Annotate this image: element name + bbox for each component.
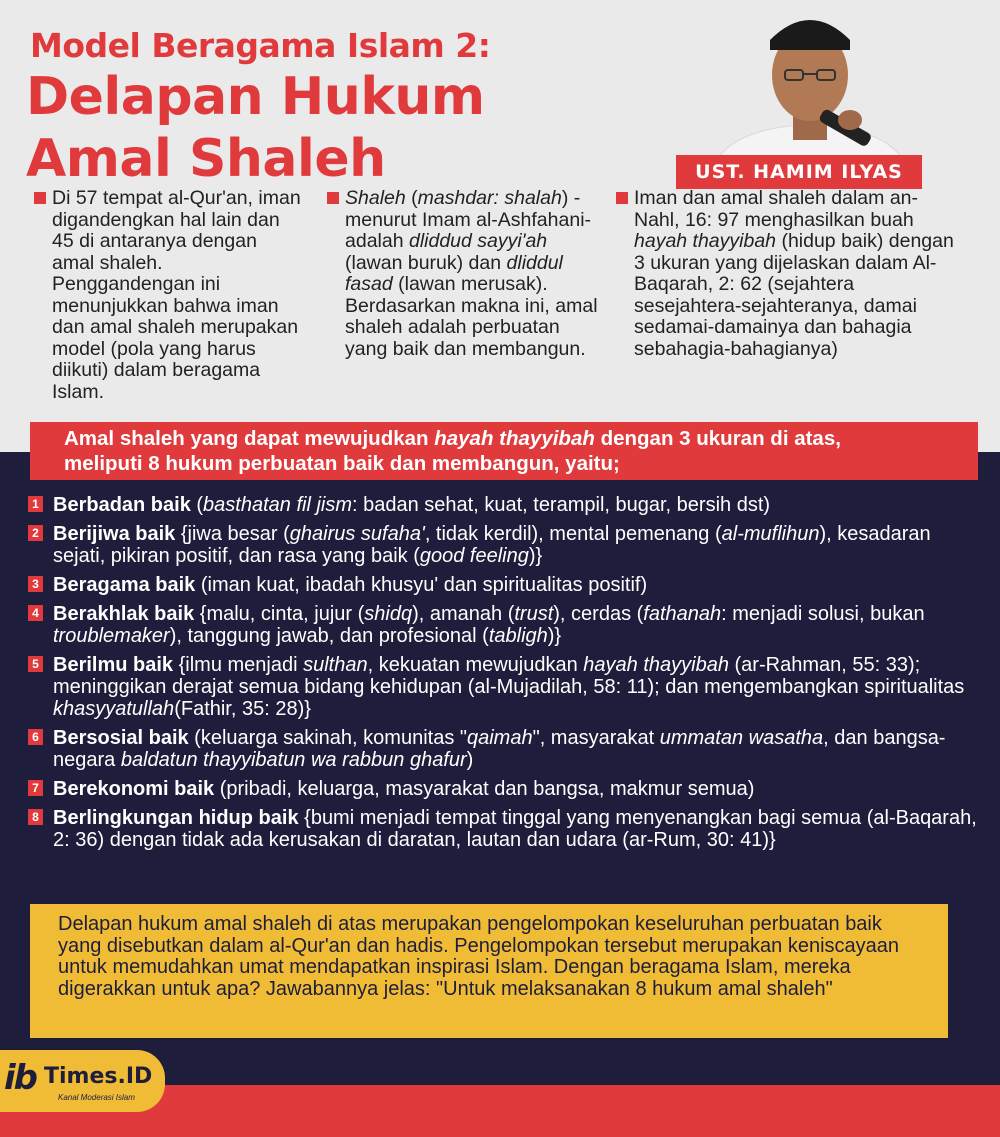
law-term: baldatun thayyibatun wa rabbun ghafur: [120, 749, 467, 771]
column-term: hayah thayyibah: [634, 230, 777, 252]
law-number-badge: 7: [28, 780, 43, 796]
law-item: [28, 807, 978, 851]
law-term: troublemaker: [53, 625, 170, 647]
intro-column-3: [634, 188, 954, 360]
law-term: hayah thayyibah: [583, 654, 729, 676]
column-term: dliddul fasad: [345, 251, 563, 295]
law-text: ), amanah (: [412, 603, 515, 625]
law-text: ), cerdas (: [553, 603, 644, 625]
law-text: , tidak kerdil), mental pemenang (: [424, 523, 722, 545]
law-title: Berekonomi baik: [53, 778, 215, 800]
law-text: )}: [547, 625, 562, 647]
law-text: (Fathir, 35: 28)}: [174, 698, 311, 720]
intro-column-1: [52, 188, 302, 403]
law-term: sulthan: [303, 654, 368, 676]
law-text: : badan sehat, kuat, terampil, bugar, bersih dst): [352, 494, 771, 516]
law-text: ): [466, 749, 474, 771]
law-text: ), kesadaran sejati, pikiran positif, dan rasa yang baik (: [53, 523, 931, 567]
column-text: (lawan merusak). Berdasarkan makna ini, amal shaleh adalah perbuatan yang baik dan membangun.: [345, 273, 598, 360]
law-item: [28, 494, 978, 516]
law-item: [28, 778, 978, 800]
law-number-badge: 1: [28, 496, 43, 512]
banner-text: Amal shaleh yang dapat mewujudkan: [64, 427, 435, 450]
law-text: ), tanggung jawab, dan profesional (: [169, 625, 489, 647]
column-text: Di 57 tempat al-Qur'an, iman digandengkan hal lain dan 45 di antaranya dengan amal shaleh. Penggandengan ini menunjukkan bahwa iman dan amal shaleh merupakan model (pola yang harus diikuti) dalam beragama Islam.: [52, 187, 301, 403]
intro-column-2: [345, 188, 605, 360]
banner-term: hayah thayyibah: [434, 427, 595, 450]
column-term: dliddud sayyi'ah: [408, 230, 548, 252]
law-title: Berbadan baik: [53, 494, 191, 516]
logo-tagline: Kanal Moderasi Islam: [58, 1093, 135, 1102]
title-main: [26, 66, 485, 190]
column-term: Shaleh: [345, 187, 406, 209]
law-text: (iman kuat, ibadah khusyu' dan spiritualitas positif): [195, 574, 648, 596]
law-term: ummatan wasatha: [659, 727, 824, 749]
law-item: [28, 727, 978, 771]
column-text: ) -menurut Imam al-Ashfahani- adalah: [345, 187, 592, 252]
column-text: (: [405, 187, 418, 209]
law-text: {bumi menjadi tempat tinggal yang menyenangkan bagi semua (al-Baqarah, 2: 36) dengan tidak ada kerusakan di daratan, lautan dan udara (ar-Rum, 30: 41)}: [53, 807, 977, 851]
bullet-square-icon: [327, 192, 339, 204]
law-text: {jiwa besar (: [175, 523, 290, 545]
law-text: , dan bangsa-negara: [53, 727, 946, 771]
law-text: : menjadi solusi, bukan: [721, 603, 925, 625]
law-term: fathanah: [643, 603, 722, 625]
bullet-square-icon: [34, 192, 46, 204]
law-term: tabligh: [488, 625, 548, 647]
laws-banner: [30, 422, 978, 480]
banner-text: meliputi 8 hukum perbuatan baik dan membangun, yaitu;: [64, 452, 620, 475]
law-item: [28, 574, 978, 596]
law-item: [28, 603, 978, 647]
law-title: Bersosial baik: [53, 727, 189, 749]
law-title: Berilmu baik: [53, 654, 174, 676]
law-number-badge: 5: [28, 656, 43, 672]
law-number-badge: 3: [28, 576, 43, 592]
law-title: Berijiwa baik: [53, 523, 176, 545]
law-text: (ar-Rahman, 55: 33); meninggikan derajat semua bidang kehidupan (al-Mujadilah, 58: 11); dan mengembangkan spiritualitas: [53, 654, 965, 698]
law-title: Beragama baik: [53, 574, 196, 596]
law-number-badge: 8: [28, 809, 43, 825]
column-text: (hidup baik) dengan 3 ukuran yang dijelaskan dalam Al-Baqarah, 2: 62 (sejahtera sesejahtera-sejahteranya, damai sedamai-damainya dan bahagia sebahagia-bahagianya): [634, 230, 954, 360]
column-text: (lawan buruk) dan: [345, 251, 507, 274]
law-term: ghairus sufaha': [289, 523, 425, 545]
law-text: {ilmu menjadi: [173, 654, 304, 676]
law-text: (keluarga sakinah, komunitas ": [188, 727, 467, 749]
law-term: khasyyatullah: [53, 698, 175, 720]
bullet-square-icon: [616, 192, 628, 204]
law-term: al-muflihun: [721, 523, 820, 545]
law-text: (pribadi, keluarga, masyarakat dan bangsa, makmur semua): [214, 778, 755, 800]
law-title: Berakhlak baik: [53, 603, 195, 625]
title-line-3: Amal Shaleh: [26, 129, 386, 189]
conclusion-note: Delapan hukum amal shaleh di atas merupakan pengelompokan keseluruhan perbuatan baik yang disebutkan dalam al-Qur'an dan hadis. Pengelompokan tersebut merupakan keniscayaan untuk memudahkan umat mendapatkan inspirasi Islam. Dengan beragama Islam, mereka digerakkan untuk apa? Jawabannya jelas: "Untuk melaksanakan 8 hukum amal shaleh": [30, 904, 948, 1038]
law-title: Berlingkungan hidup baik: [53, 807, 299, 829]
law-term: basthatan fil jism: [203, 494, 353, 516]
law-item: [28, 654, 978, 720]
speaker-photo: [715, 0, 905, 160]
laws-list: [28, 494, 978, 858]
law-term: shidq: [364, 603, 413, 625]
law-number-badge: 2: [28, 525, 43, 541]
law-term: good feeling: [419, 545, 529, 567]
law-term: qaimah: [466, 727, 533, 749]
law-text: , kekuatan mewujudkan: [367, 654, 584, 676]
law-term: trust: [514, 603, 554, 625]
law-number-badge: 4: [28, 605, 43, 621]
law-text: (: [190, 494, 204, 516]
title-line-1: Model Beragama Islam 2:: [30, 26, 491, 65]
law-text: {malu, cinta, jujur (: [194, 603, 365, 625]
speaker-name-badge: UST. HAMIM ILYAS: [676, 155, 922, 189]
law-number-badge: 6: [28, 729, 43, 745]
column-term: mashdar: shalah: [417, 187, 562, 209]
logo-name: Times.ID: [44, 1064, 153, 1089]
law-text: )}: [528, 545, 543, 567]
law-item: [28, 523, 978, 567]
ibtimes-logo-icon: ib: [4, 1058, 36, 1098]
law-text: ", masyarakat: [532, 727, 660, 749]
title-line-2: Delapan Hukum: [26, 67, 485, 127]
banner-text: dengan 3 ukuran di atas,: [594, 427, 841, 450]
column-text: Iman dan amal shaleh dalam an-Nahl, 16: 97 menghasilkan buah: [634, 187, 918, 231]
